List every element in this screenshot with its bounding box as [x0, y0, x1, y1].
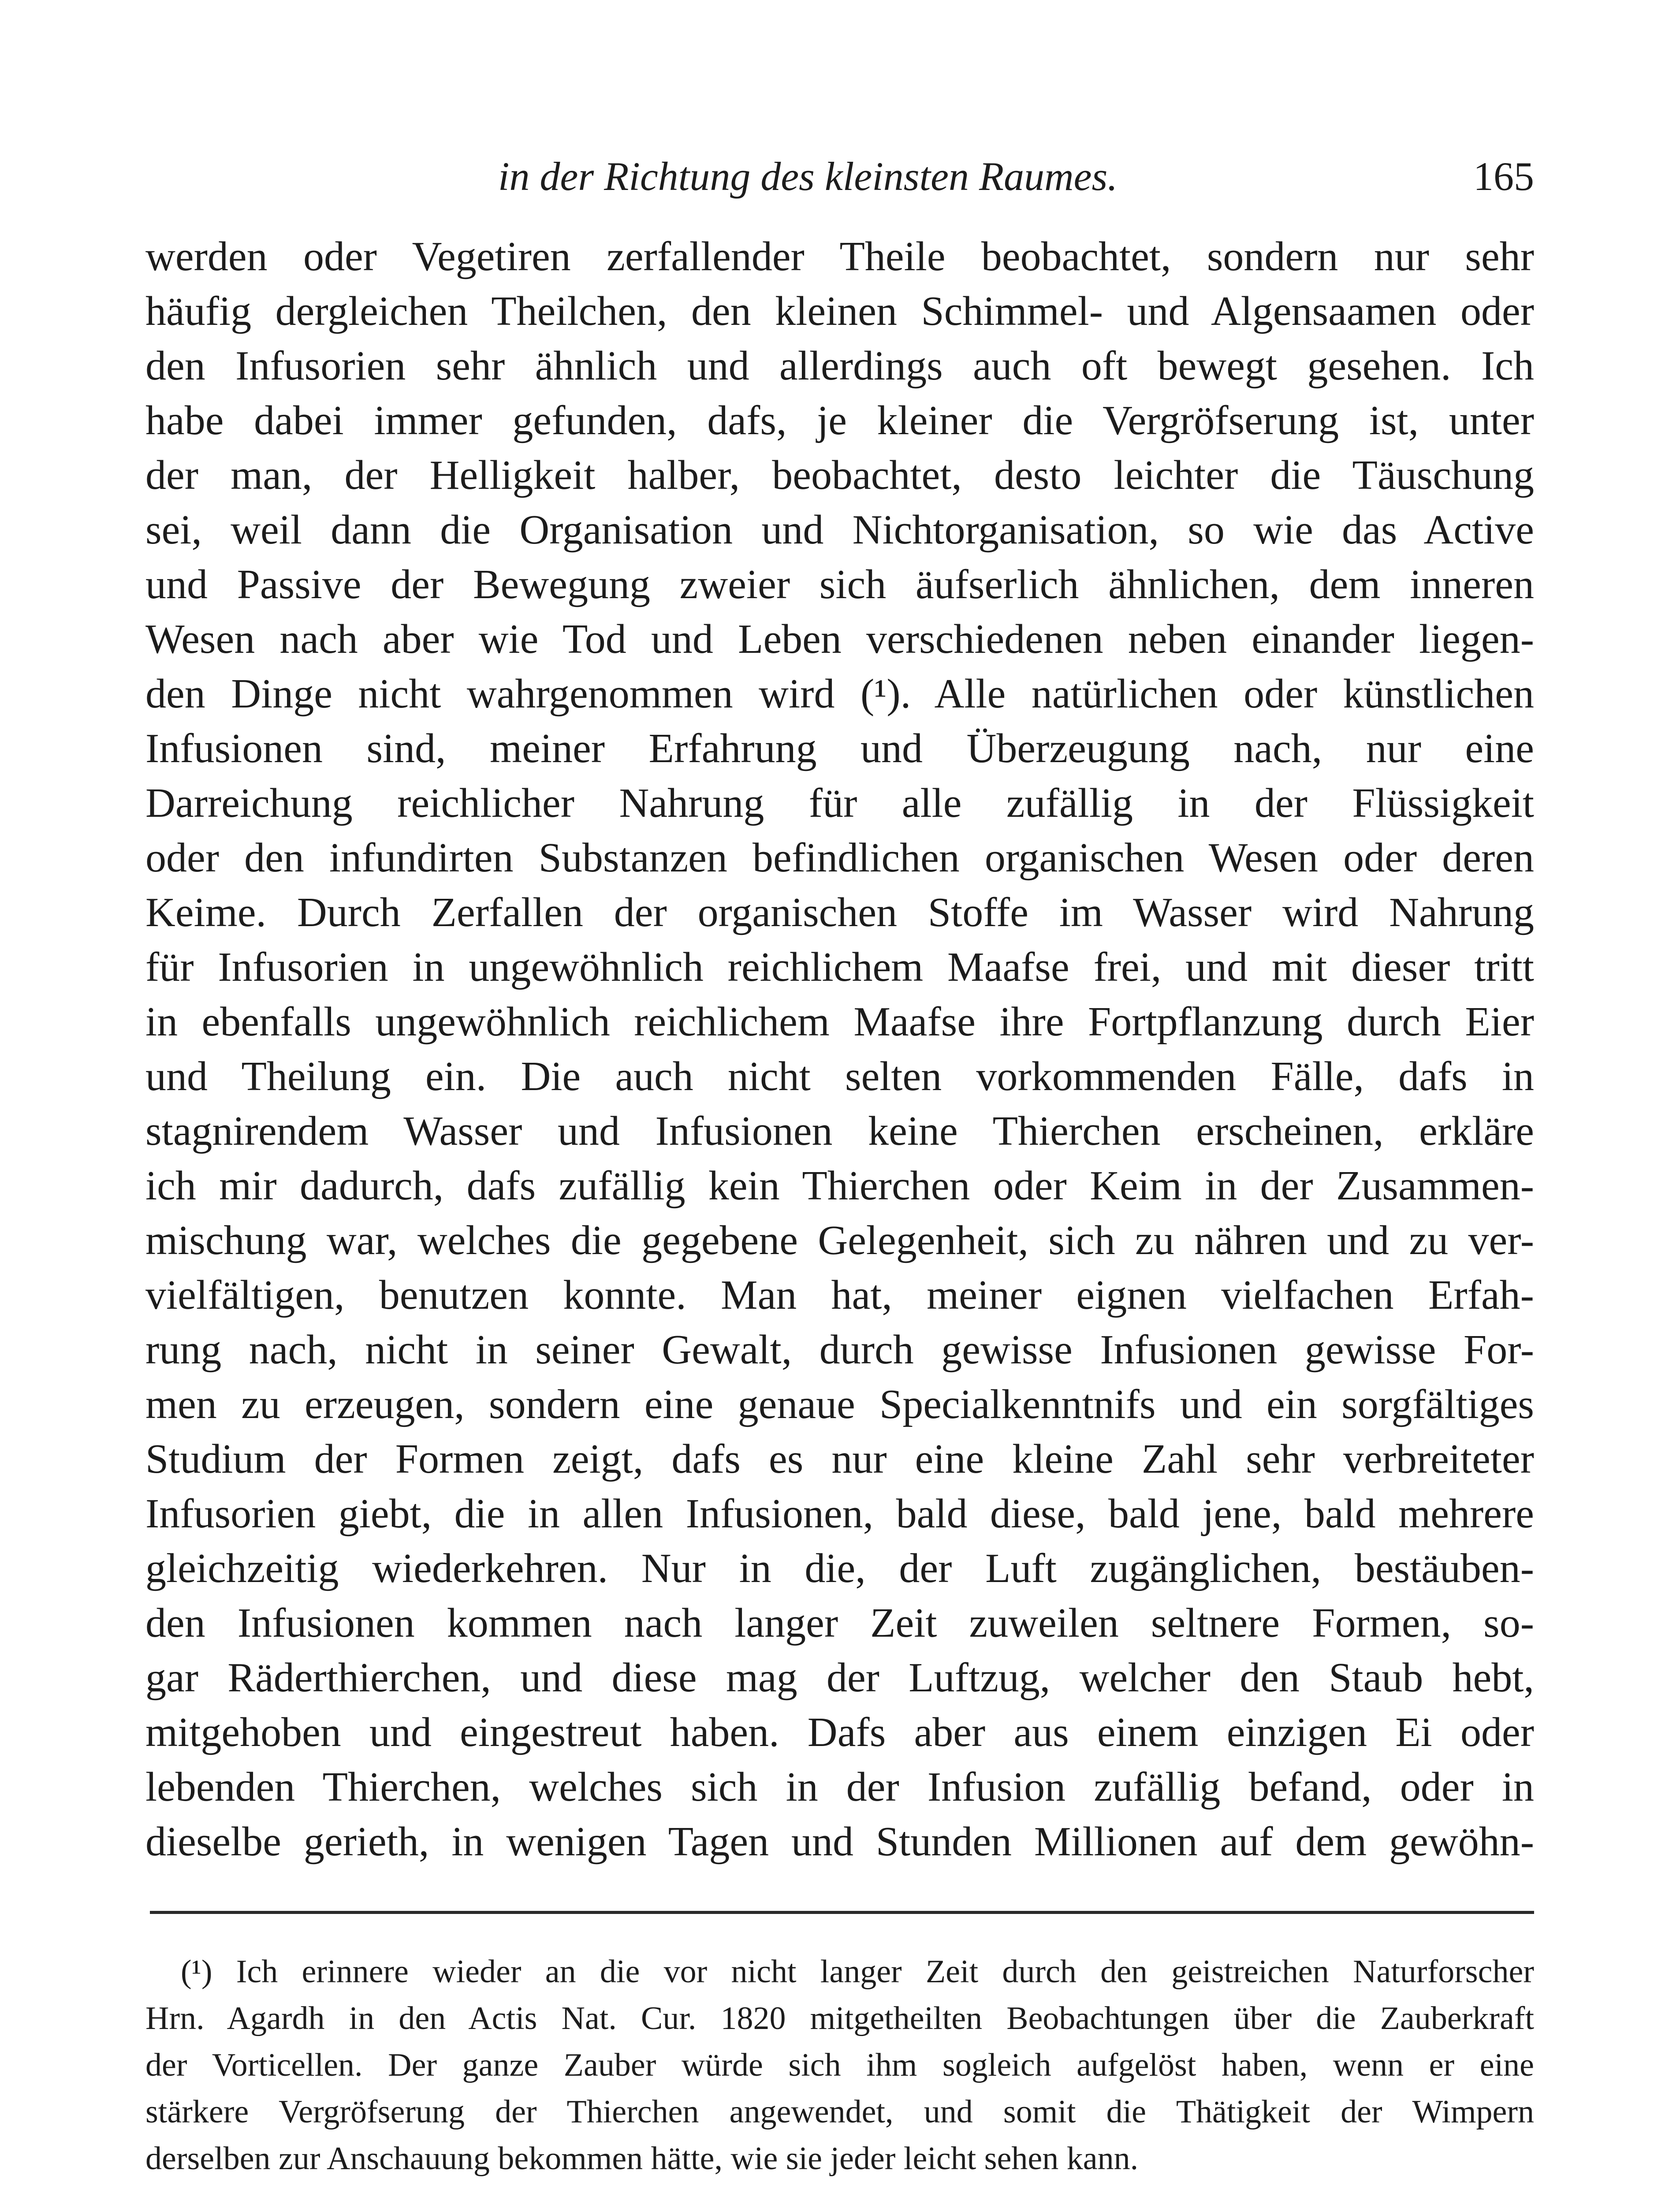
text-line: oder den infundirten Substanzen befindlichen organischen Wesen oder deren: [145, 835, 1534, 881]
text-line: gleichzeitig wiederkehren. Nur in die, der Luft zugänglichen, bestäuben-: [145, 1545, 1534, 1591]
page-header: [145, 145, 1534, 207]
text-line: häufig dergleichen Theilchen, den kleinen Schimmel- und Algensaamen oder: [145, 288, 1534, 334]
text-line: gar Räderthierchen, und diese mag der Luftzug, welcher den Staub hebt,: [145, 1655, 1534, 1701]
running-title: in der Richtung des kleinsten Raumes.: [498, 154, 1118, 199]
footnote-line: (¹) Ich erinnere wieder an die vor nicht langer Zeit durch den geistreichen Naturforscher: [181, 1954, 1534, 1990]
text-line: den Infusorien sehr ähnlich und allerdings auch oft bewegt gesehen. Ich: [145, 343, 1534, 389]
text-line: stagnirendem Wasser und Infusionen keine Thierchen erscheinen, erkläre: [145, 1108, 1534, 1154]
page-number: 165: [1473, 154, 1534, 199]
footnote-line: derselben zur Anschauung bekommen hätte, wie sie jeder leicht sehen kann.: [145, 2141, 1139, 2177]
footnote: [145, 1948, 1534, 2182]
text-line: den Dinge nicht wahrgenommen wird (¹). Alle natürlichen oder künstlichen: [145, 671, 1534, 717]
text-line: vielfältigen, benutzen konnte. Man hat, meiner eignen vielfachen Erfah-: [145, 1272, 1534, 1318]
text-line: Wesen nach aber wie Tod und Leben verschiedenen neben einander liegen-: [145, 616, 1534, 662]
footnote-rule: [150, 1911, 1534, 1914]
text-line: habe dabei immer gefunden, dafs, je kleiner die Vergröfserung ist, unter: [145, 398, 1534, 443]
text-line: in ebenfalls ungewöhnlich reichlichem Maafse ihre Fortpflanzung durch Eier: [145, 999, 1534, 1045]
text-line: und Theilung ein. Die auch nicht selten vorkommenden Fälle, dafs in: [145, 1054, 1534, 1099]
main-text: [145, 229, 1534, 1869]
text-line: sei, weil dann die Organisation und Nichtorganisation, so wie das Active: [145, 507, 1534, 553]
text-line: Infusionen sind, meiner Erfahrung und Überzeugung nach, nur eine: [145, 726, 1534, 771]
text-line: für Infusorien in ungewöhnlich reichlichem Maafse frei, und mit dieser tritt: [145, 944, 1534, 990]
text-line: rung nach, nicht in seiner Gewalt, durch gewisse Infusionen gewisse For-: [145, 1327, 1534, 1373]
text-line: den Infusionen kommen nach langer Zeit zuweilen seltnere Formen, so-: [145, 1600, 1534, 1646]
text-line: der man, der Helligkeit halber, beobachtet, desto leichter die Täuschung: [145, 452, 1534, 498]
text-line: und Passive der Bewegung zweier sich äufserlich ähnlichen, dem inneren: [145, 562, 1534, 607]
text-line: Keime. Durch Zerfallen der organischen Stoffe im Wasser wird Nahrung: [145, 890, 1534, 935]
text-line: Darreichung reichlicher Nahrung für alle zufällig in der Flüssigkeit: [145, 780, 1534, 826]
footnote-line: Hrn. Agardh in den Actis Nat. Cur. 1820 mitgetheilten Beobachtungen über die Zauberkraft: [145, 2000, 1534, 2036]
text-line: mitgehoben und eingestreut haben. Dafs aber aus einem einzigen Ei oder: [145, 1709, 1534, 1755]
text-line: Studium der Formen zeigt, dafs es nur eine kleine Zahl sehr verbreiteter: [145, 1436, 1534, 1482]
text-line: lebenden Thierchen, welches sich in der Infusion zufällig befand, oder in: [145, 1764, 1534, 1810]
text-line: werden oder Vegetiren zerfallender Theile beobachtet, sondern nur sehr: [145, 234, 1534, 279]
text-line: men zu erzeugen, sondern eine genaue Specialkenntnifs und ein sorgfältiges: [145, 1381, 1534, 1427]
text-line: dieselbe gerieth, in wenigen Tagen und Stunden Millionen auf dem gewöhn-: [145, 1819, 1534, 1865]
footnote-line: stärkere Vergröfserung der Thierchen angewendet, und somit die Thätigkeit der Wimpern: [145, 2094, 1534, 2130]
text-line: ich mir dadurch, dafs zufällig kein Thierchen oder Keim in der Zusammen-: [145, 1163, 1534, 1209]
text-line: Infusorien giebt, die in allen Infusionen, bald diese, bald jene, bald mehrere: [145, 1491, 1534, 1537]
footnote-line: der Vorticellen. Der ganze Zauber würde sich ihm sogleich aufgelöst haben, wenn er eine: [145, 2047, 1534, 2083]
text-line: mischung war, welches die gegebene Gelegenheit, sich zu nähren und zu ver-: [145, 1217, 1534, 1263]
